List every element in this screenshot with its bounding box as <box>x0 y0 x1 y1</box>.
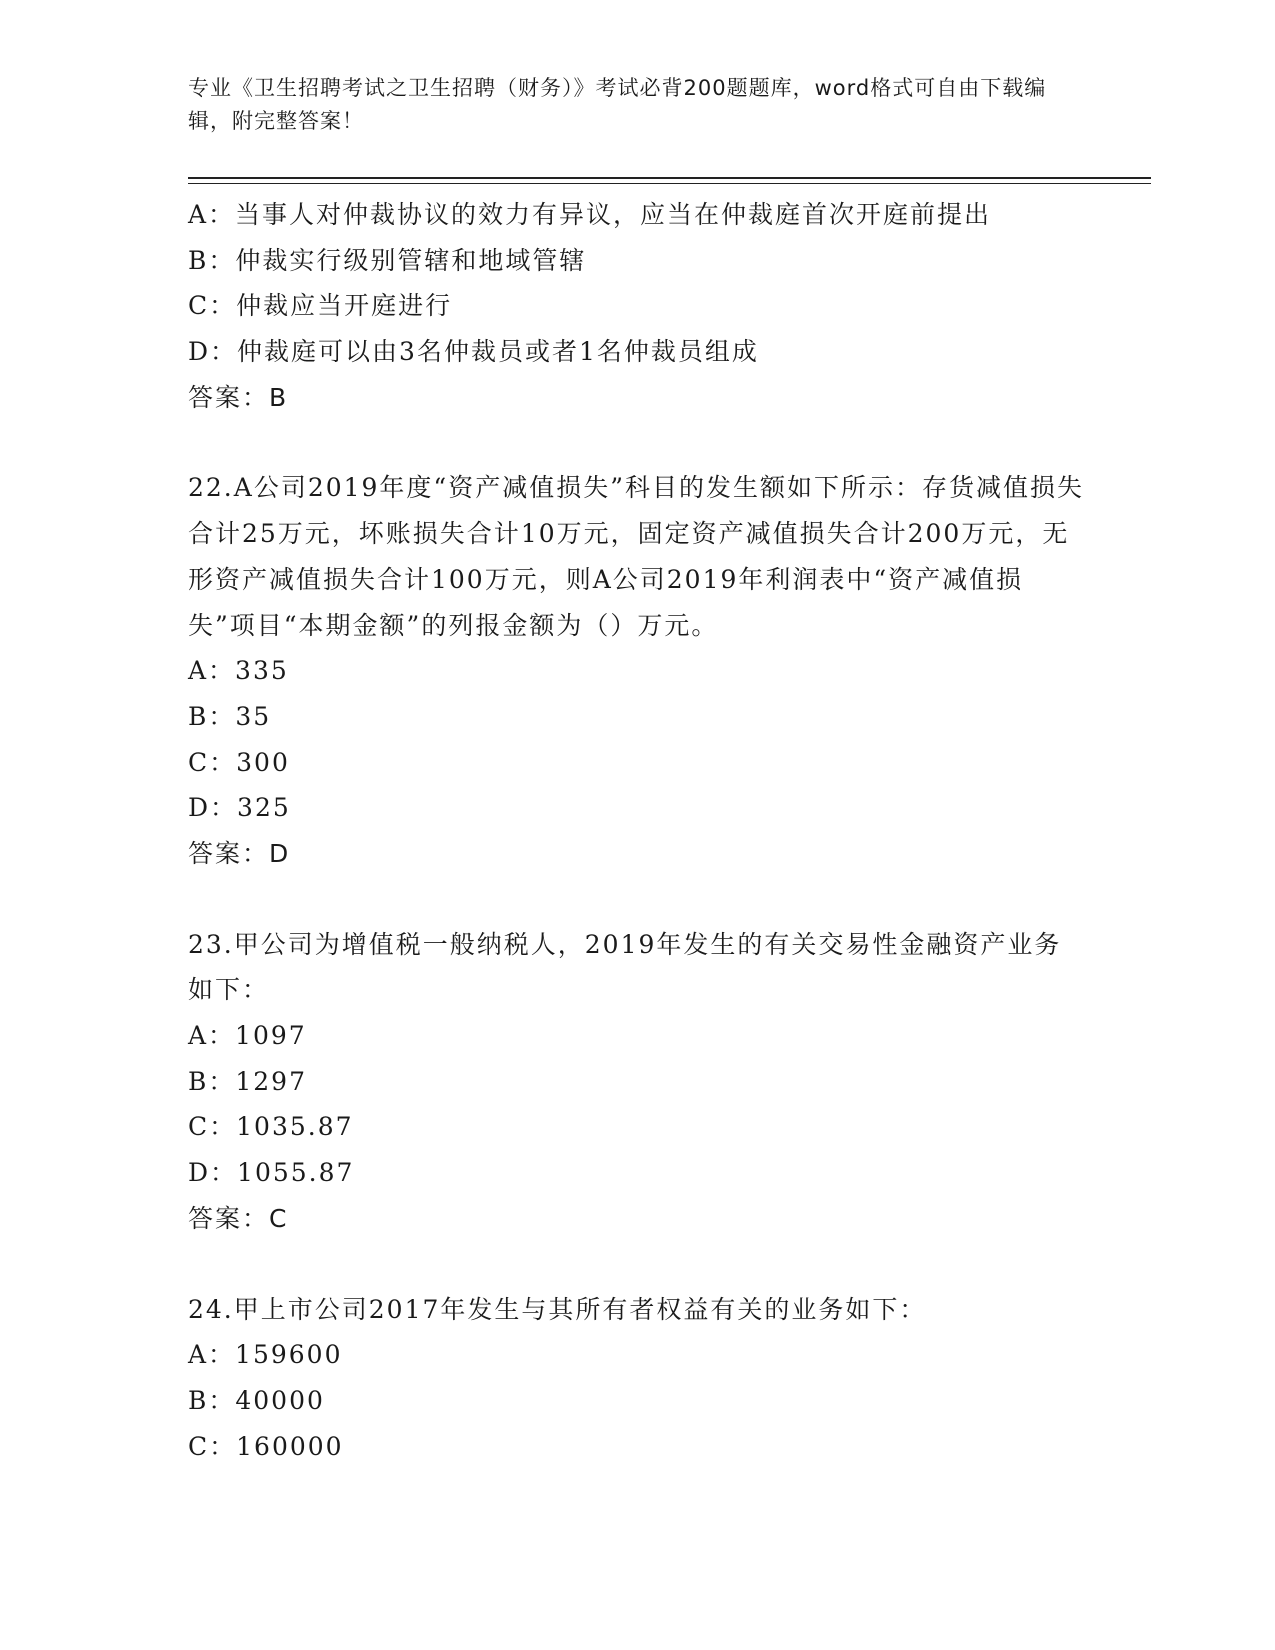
option-a: A：1097 <box>188 1021 307 1051</box>
question-21-continued <box>188 192 1088 420</box>
option-c: C：1035.87 <box>188 1112 354 1142</box>
option-c: C：仲裁应当开庭进行 <box>188 291 453 321</box>
question-stem: 23.甲公司为增值税一般纳税人，2019年发生的有关交易性金融资产业务如下： <box>188 929 1062 1005</box>
option-a: A：335 <box>188 656 289 686</box>
option-b: B：仲裁实行级别管辖和地域管辖 <box>188 245 587 275</box>
option-d: D：325 <box>188 793 291 823</box>
question-22 <box>188 465 1088 876</box>
option-a: A：当事人对仲裁协议的效力有异议，应当在仲裁庭首次开庭前提出 <box>188 200 992 229</box>
option-d: D：1055.87 <box>188 1158 355 1188</box>
question-23 <box>188 922 1088 1242</box>
answer: 答案：B <box>188 382 289 412</box>
option-a: A：159600 <box>188 1340 343 1370</box>
document-header: 专业《卫生招聘考试之卫生招聘（财务）》考试必背200题题库，word格式可自由下载编辑，附完整答案！ <box>188 76 1047 133</box>
answer: 答案：D <box>188 839 291 868</box>
option-b: B：35 <box>188 701 272 731</box>
header-divider-thick <box>188 177 1151 179</box>
option-c: C：160000 <box>188 1431 344 1461</box>
option-c: C：300 <box>188 747 290 777</box>
question-stem: 22.A公司2019年度“资产减值损失”科目的发生额如下所示：存货减值损失合计25万元，坏账损失合计10万元，固定资产减值损失合计200万元，无形资产减值损失合计100万元，则A公司2019年利润表中“资产减值损失”项目“本期金额”的列报金额为（）万元。 <box>188 473 1084 640</box>
question-stem: 24.甲上市公司2017年发生与其所有者权益有关的业务如下： <box>188 1294 927 1324</box>
question-24 <box>188 1287 1088 1470</box>
header-divider-thin <box>188 183 1151 184</box>
option-b: B：40000 <box>188 1385 325 1415</box>
option-d: D：仲裁庭可以由3名仲裁员或者1名仲裁员组成 <box>188 337 759 367</box>
answer: 答案：C <box>188 1203 289 1233</box>
option-b: B：1297 <box>188 1066 307 1096</box>
document-body <box>188 192 1088 1469</box>
